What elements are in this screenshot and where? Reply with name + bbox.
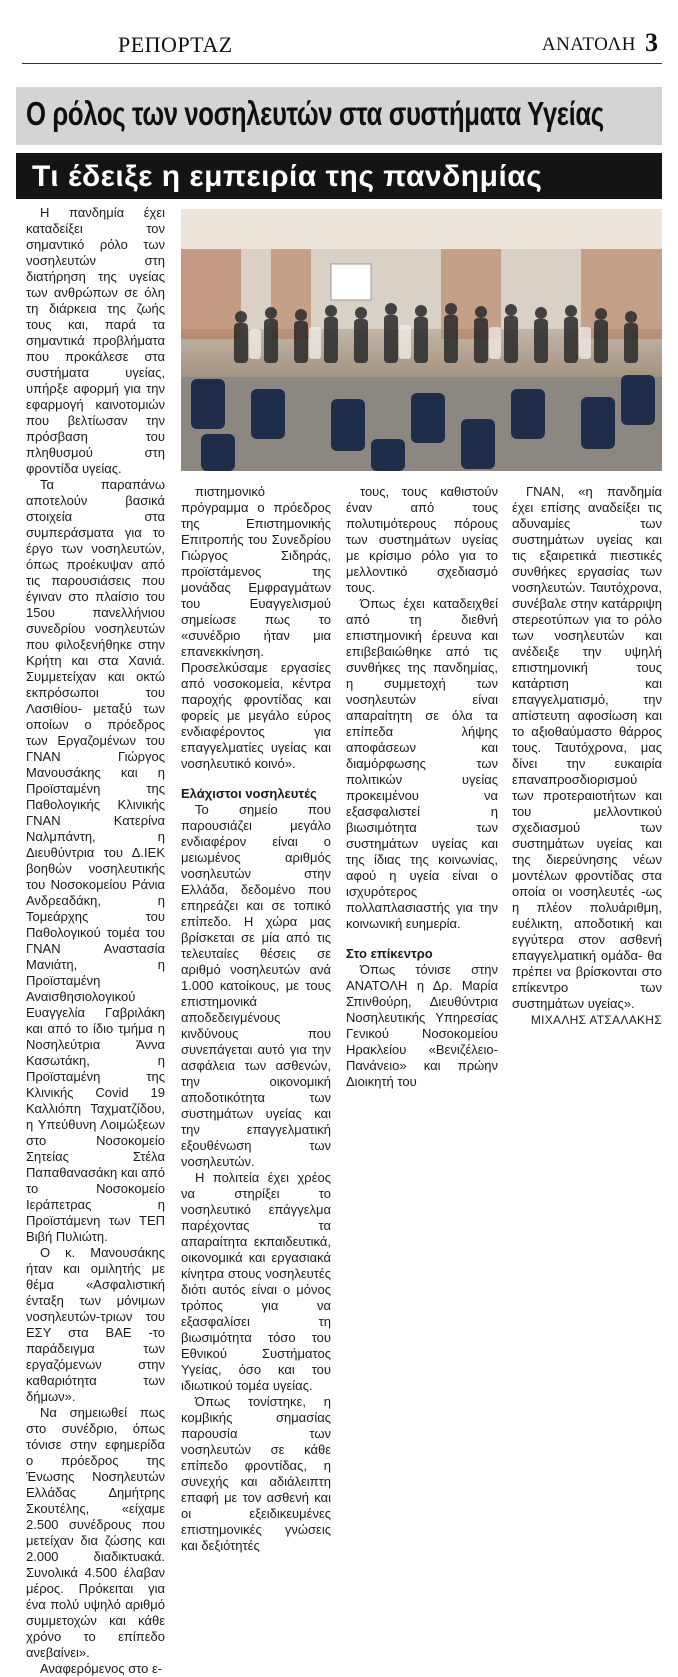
headline: Ο ρόλος των νοσηλευτών στα συστήματα Υγείας [26, 95, 604, 132]
page-header [22, 28, 658, 62]
article-column-4 [512, 484, 662, 1028]
group-photo-icon [181, 209, 662, 471]
author-byline: ΜΙΧΑΛΗΣ ΑΤΣΑΛΑΚΗΣ [530, 1013, 662, 1027]
subheading: Στο επίκεντρο [346, 946, 433, 961]
newspaper-name: ΑΝΑΤΟΛΗ [541, 34, 636, 55]
subheadline-bar [16, 153, 662, 199]
paragraph: ΓΝΑΝ, «η πανδημία έχει επίσης αναδείξει τις αδυναμίες των συστημάτων υγείας και τις εξαιρετικά πιεστικές συνθήκες εργασίας των νοσηλευτών. Ταυτόχρονα, συνέβαλε στην κατάρριψη στερεοτύπων για το ρόλο των νοσηλευτών και ανέδειξε την υψηλή επιστημονική τους κατάρτιση και επαγγελματισμό, την απίστευτη αφοσίωση και το αξιοθαύμαστο θάρρος τους. Ταυτόχρονα, μας δίνει την ευκαιρία επαναπροσδιορισμού των προτεραιοτήτων και του μελλοντικού σχεδιασμού των συστημάτων υγείας και της διερεύνησης νέων μοντέλων φροντίδας στα οποία οι νοσηλευτές -ως η πλέον πολυάριθμη, ευέλικτη, αποδοτική και εγγύτερα στον ασθενή επαγγελματική ομάδα- θα πρέπει να βρίσκονται στο επίκεντρο των συστημάτων υγείας». [512, 484, 662, 1011]
paragraph: πιστημονικό πρόγραμμα ο πρόεδρος της Επιστημονικής Επιτροπής του Συνεδρίου Γιώργος Σιδηράς, προϊστάμενος της μονάδας Εμφραγμάτων του Ευαγγελισμού σημείωσε πως το «συνέδριο ήταν μια επανεκκίνηση. Προσελκύσαμε εργασίες από νοσοκομεία, κέντρα παροχής φροντίδας και φορείς με μεγάλο εύρος ενδιαφέροντος για επαγγελματίες υγείας και νοσηλευτικό κοινό». [181, 484, 331, 771]
subheadline: Τι έδειξε η εμπειρία της πανδημίας [32, 160, 543, 193]
paragraph: Τα παραπάνω αποτελούν βασικά στοιχεία στα συμπεράσματα για το έργο των νοσηλευτών, όπως προέκυψαν από τις παρουσιάσεις που έγιναν στο πλαίσιο του 15ου πανελλήνιου συνεδρίου νοσηλευτών που φιλοξενήθηκε στην Κρήτη και στα Χανιά. Συμμετείχαν και οκτώ εκπρόσωποι του Λασιθίου- μεταξύ των οποίων ο πρόεδρος των Εργαζομένων του ΓΝΑΝ Γιώργος Μανουσάκης και η Προϊσταμένη της Παθολογικής Κλινικής ΓΝΑΝ Κατερίνα Ναλμπάντη, η Διευθύντρια του Δ.ΙΕΚ βοηθών νοσηλευτικής του Νοσοκομείου Ράνια Ανδρεαδάκη, η Τομεάρχης του Παθολογικού τομέα του ΓΝΑΝ Αναστασία Μανιάτη, η Προϊσταμένη Αναισθησιολογικού Ευαγγελία Γαβριλάκη και από το ίδιο τμήμα η Νοσηλεύτρια Άννα Κασωτάκη, η Προϊσταμένη της Κλινικής Covid 19 Καλλιόπη Ταχματζίδου, η Υπεύθυνη Λοιμώξεων στο Νοσοκομείο Σητείας Στέλα Παπαθανασάκη και από το Νοσοκομείο Ιεράπετρας η Προϊστάμενη των ΤΕΠ Βιβή Πυλιώτη. [26, 477, 165, 1244]
paragraph: Όπως τονίστηκε, η κομβικής σημασίας παρουσία των νοσηλευτών σε κάθε επίπεδο φροντίδας, η συνεχής και αδιάλειπτη επαφή με τον ασθενή και οι εξειδικευμένες επιστημονικές γνώσεις και δεξιότητές [181, 1394, 331, 1553]
article-column-1 [26, 205, 165, 1677]
section-label: ΡΕΠΟΡΤΑΖ [118, 32, 233, 57]
group-photo [181, 209, 662, 471]
paragraph: τους, τους καθιστούν έναν από τους πολυτιμότερους πόρους των συστημάτων υγείας με κρίσιμο ρόλο για το μελλοντικό σχεδιασμό τους. [346, 484, 498, 595]
headline-bar [16, 87, 662, 145]
paragraph: Το σημείο που παρουσιάζει μεγάλο ενδιαφέρον είναι ο μειωμένος αριθμός νοσηλευτών στην Ελλάδα, δεδομένο που επηρεάζει και σε τοπικό επίπεδο. Η χώρα μας βρίσκεται σε μία από τις τελευταίες θέσεις σε αριθμό νοσηλευτών ανά 1.000 κατοίκους, με τους επιστημονικά αποδεδειγμένους κινδύνους που συνεπάγεται αυτό για την ασφάλεια των ασθενών, την οικονομική αποδοτικότητα των συστημάτων υγείας και την επαγγελματική εξουθένωση των νοσηλευτών. [181, 802, 331, 1169]
paragraph: Η πολιτεία έχει χρέος να στηρίξει το νοσηλευτικό επάγγελμα παρέχοντας τα απαραίτητα εκπαιδευτικά, οικονομικά και εργασιακά κίνητρα στους νοσηλευτές διότι αυτός είναι ο μόνος τρόπος για να εξασφαλίσει τη βιωσιμότητα τόσο του Εθνικού Συστήματος Υγείας, όσο και του ιδιωτικού τομέα υγείας. [181, 1170, 331, 1393]
subheading: Ελάχιστοι νοσηλευτές [181, 786, 317, 801]
header-rule [22, 63, 662, 64]
article-column-3 [346, 484, 498, 1090]
paragraph: Ο κ. Μανουσάκης ήταν και ομιλητής με θέμα «Ασφαλιστική ένταξη των μόνιμων νοσηλευτών-τριων του ΕΣΥ στα ΒΑΕ -το παράδειγμα των εργαζόμενων στην καθαριότητα των δήμων». [26, 1245, 165, 1404]
paragraph: Η πανδημία έχει καταδείξει τον σημαντικό ρόλο των νοσηλευτών στη διατήρηση της υγείας των ανθρώπων σε όλη τη διάρκεια της ζωής τους και, παρά τα σημαντικά προβλήματα που προκάλεσε στα συστήματα υγείας, υπήρξε αφορμή για την εφαρμογή καινοτομιών που βελτίωσαν την πρόσβαση του πληθυσμού στη φροντίδα υγείας. [26, 205, 165, 476]
page-number: 3 [645, 28, 658, 57]
paragraph: Αναφερόμενος στο ε- [40, 1661, 163, 1676]
paragraph: Να σημειωθεί πως στο συνέδριο, όπως τόνισε στην εφημερίδα ο πρόεδρος της Ένωσης Νοσηλευτών Ελλάδας Δημήτρης Σκουτέλης, «είχαμε 2.500 συνέδρους που μετείχαν δια ζώσης και 2.000 διαδικτυακά. Συνολικά 4.500 έλαβαν μέρος. Πρόκειται για ένα πολύ υψηλό αριθμό συμμετοχών και κάθε χρόνο το επίπεδο ανεβαίνει». [26, 1405, 165, 1660]
article-column-2 [181, 484, 331, 1554]
paragraph: Όπως έχει καταδειχθεί από τη διεθνή επιστημονική έρευνα και επιβεβαιώθηκε από τις συνθήκες της πανδημίας, η συμμετοχή των νοσηλευτών είναι απαραίτητη σε όλα τα επίπεδα λήψης αποφάσεων και διαμόρφωσης των πολιτικών υγείας προκειμένου να εξασφαλιστεί η βιωσιμότητα των συστημάτων υγείας και της ίδιας της κοινωνίας, αφού η υγεία είναι ο ισχυρότερος πολλαπλασιαστής για την κοινωνική ευημερία. [346, 596, 498, 931]
paragraph: Όπως τόνισε στην ΑΝΑΤΟΛΗ η Δρ. Μαρία Σπινθούρη, Διευθύντρια Νοσηλευτικής Υπηρεσίας Γενικού Νοσοκομείου Ηρακλείου «Βενιζέλειο-Πανάνειο» και πρώην Διοικητή του [346, 962, 498, 1089]
